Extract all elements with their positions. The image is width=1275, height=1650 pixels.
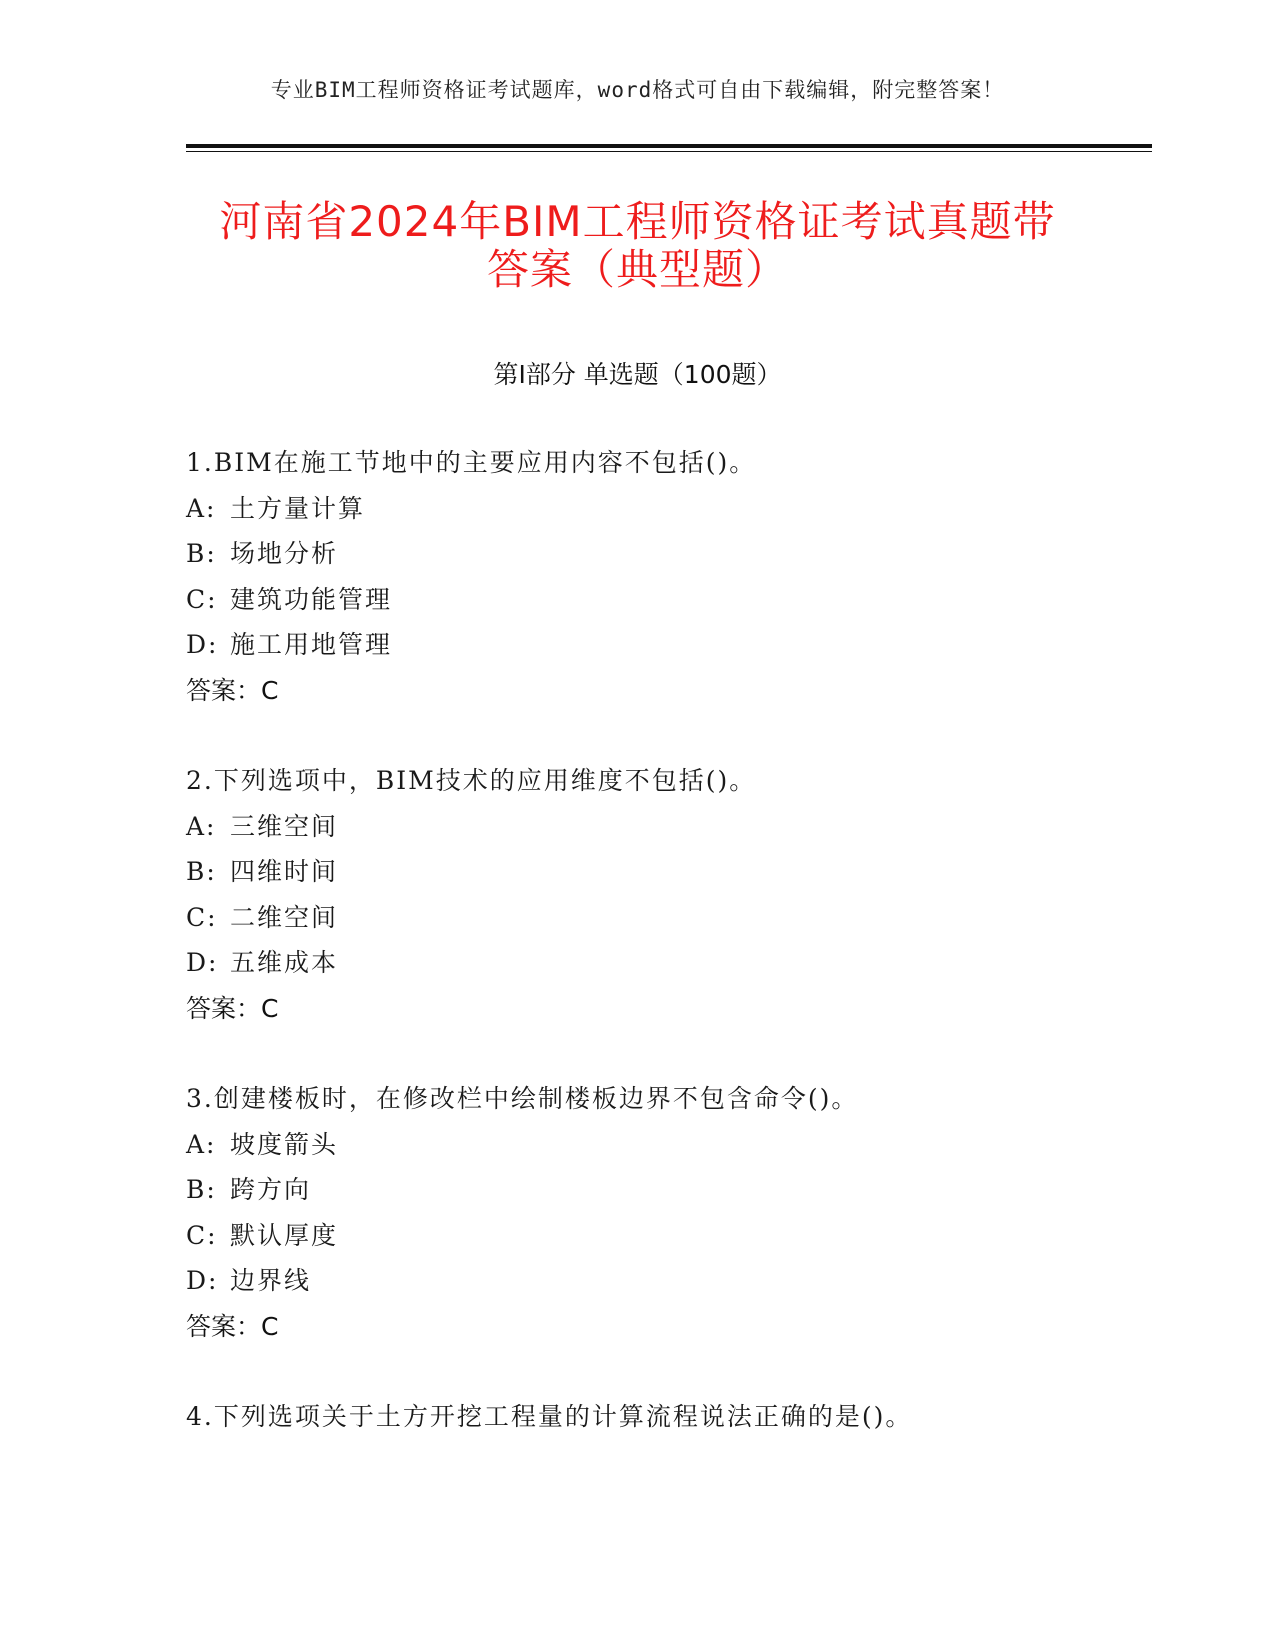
option-d [186,940,1166,986]
option-key: C: [186,902,218,932]
document-title [150,198,1125,294]
option-key: D: [186,948,219,977]
option-key: A: [186,811,217,841]
option-text: 三维空间 [230,811,339,841]
option-b [186,849,1166,895]
option-text: 五维成本 [230,948,339,977]
header-rule-thick [186,144,1152,148]
option-text: 二维空间 [230,902,339,932]
header-note: 专业BIM工程师资格证考试题库，word格式可自由下载编辑，附完整答案！ [270,78,1005,102]
question-3 [186,1076,1166,1349]
option-key: C: [186,584,218,614]
option-text: 跨方向 [230,1175,312,1204]
question-stem: 3.创建楼板时，在修改栏中绘制楼板边界不包含命令()。 [186,1084,859,1113]
option-text: 边界线 [230,1266,312,1295]
option-key: A: [186,1129,217,1159]
option-c [186,895,1166,941]
option-text: 默认厚度 [230,1220,339,1250]
question-4 [186,1394,1166,1440]
option-key: D: [186,1266,219,1295]
option-text: 建筑功能管理 [230,584,393,614]
option-key: B: [186,857,217,886]
option-text: 土方量计算 [230,493,366,523]
option-a [186,1122,1166,1168]
option-key: B: [186,1175,217,1204]
answer: 答案：C [186,675,279,705]
option-text: 四维时间 [230,857,339,886]
document-title-line1: 河南省2024年BIM工程师资格证考试真题带 [219,197,1056,246]
option-c [186,1213,1166,1259]
option-key: D: [186,630,219,659]
question-stem: 1.BIM在施工节地中的主要应用内容不包括()。 [186,448,757,477]
question-list [186,440,1166,1485]
header-rule-thin [186,151,1152,152]
option-text: 坡度箭头 [230,1129,339,1159]
option-d [186,622,1166,668]
option-key: A: [186,493,217,523]
option-text: 施工用地管理 [230,630,393,659]
question-2 [186,758,1166,1031]
section-title: 第Ⅰ部分 单选题（100题） [493,360,782,389]
option-d [186,1258,1166,1304]
option-c [186,577,1166,623]
question-stem: 4.下列选项关于土方开挖工程量的计算流程说法正确的是()。 [186,1402,913,1431]
answer: 答案：C [186,993,279,1023]
question-1 [186,440,1166,713]
document-title-line2: 答案（典型题） [486,245,788,294]
option-key: C: [186,1220,218,1250]
option-a [186,804,1166,850]
option-b [186,531,1166,577]
answer: 答案：C [186,1311,279,1341]
option-b [186,1167,1166,1213]
option-text: 场地分析 [230,539,339,568]
question-stem: 2.下列选项中，BIM技术的应用维度不包括()。 [186,766,757,795]
option-a [186,486,1166,532]
option-key: B: [186,539,217,568]
